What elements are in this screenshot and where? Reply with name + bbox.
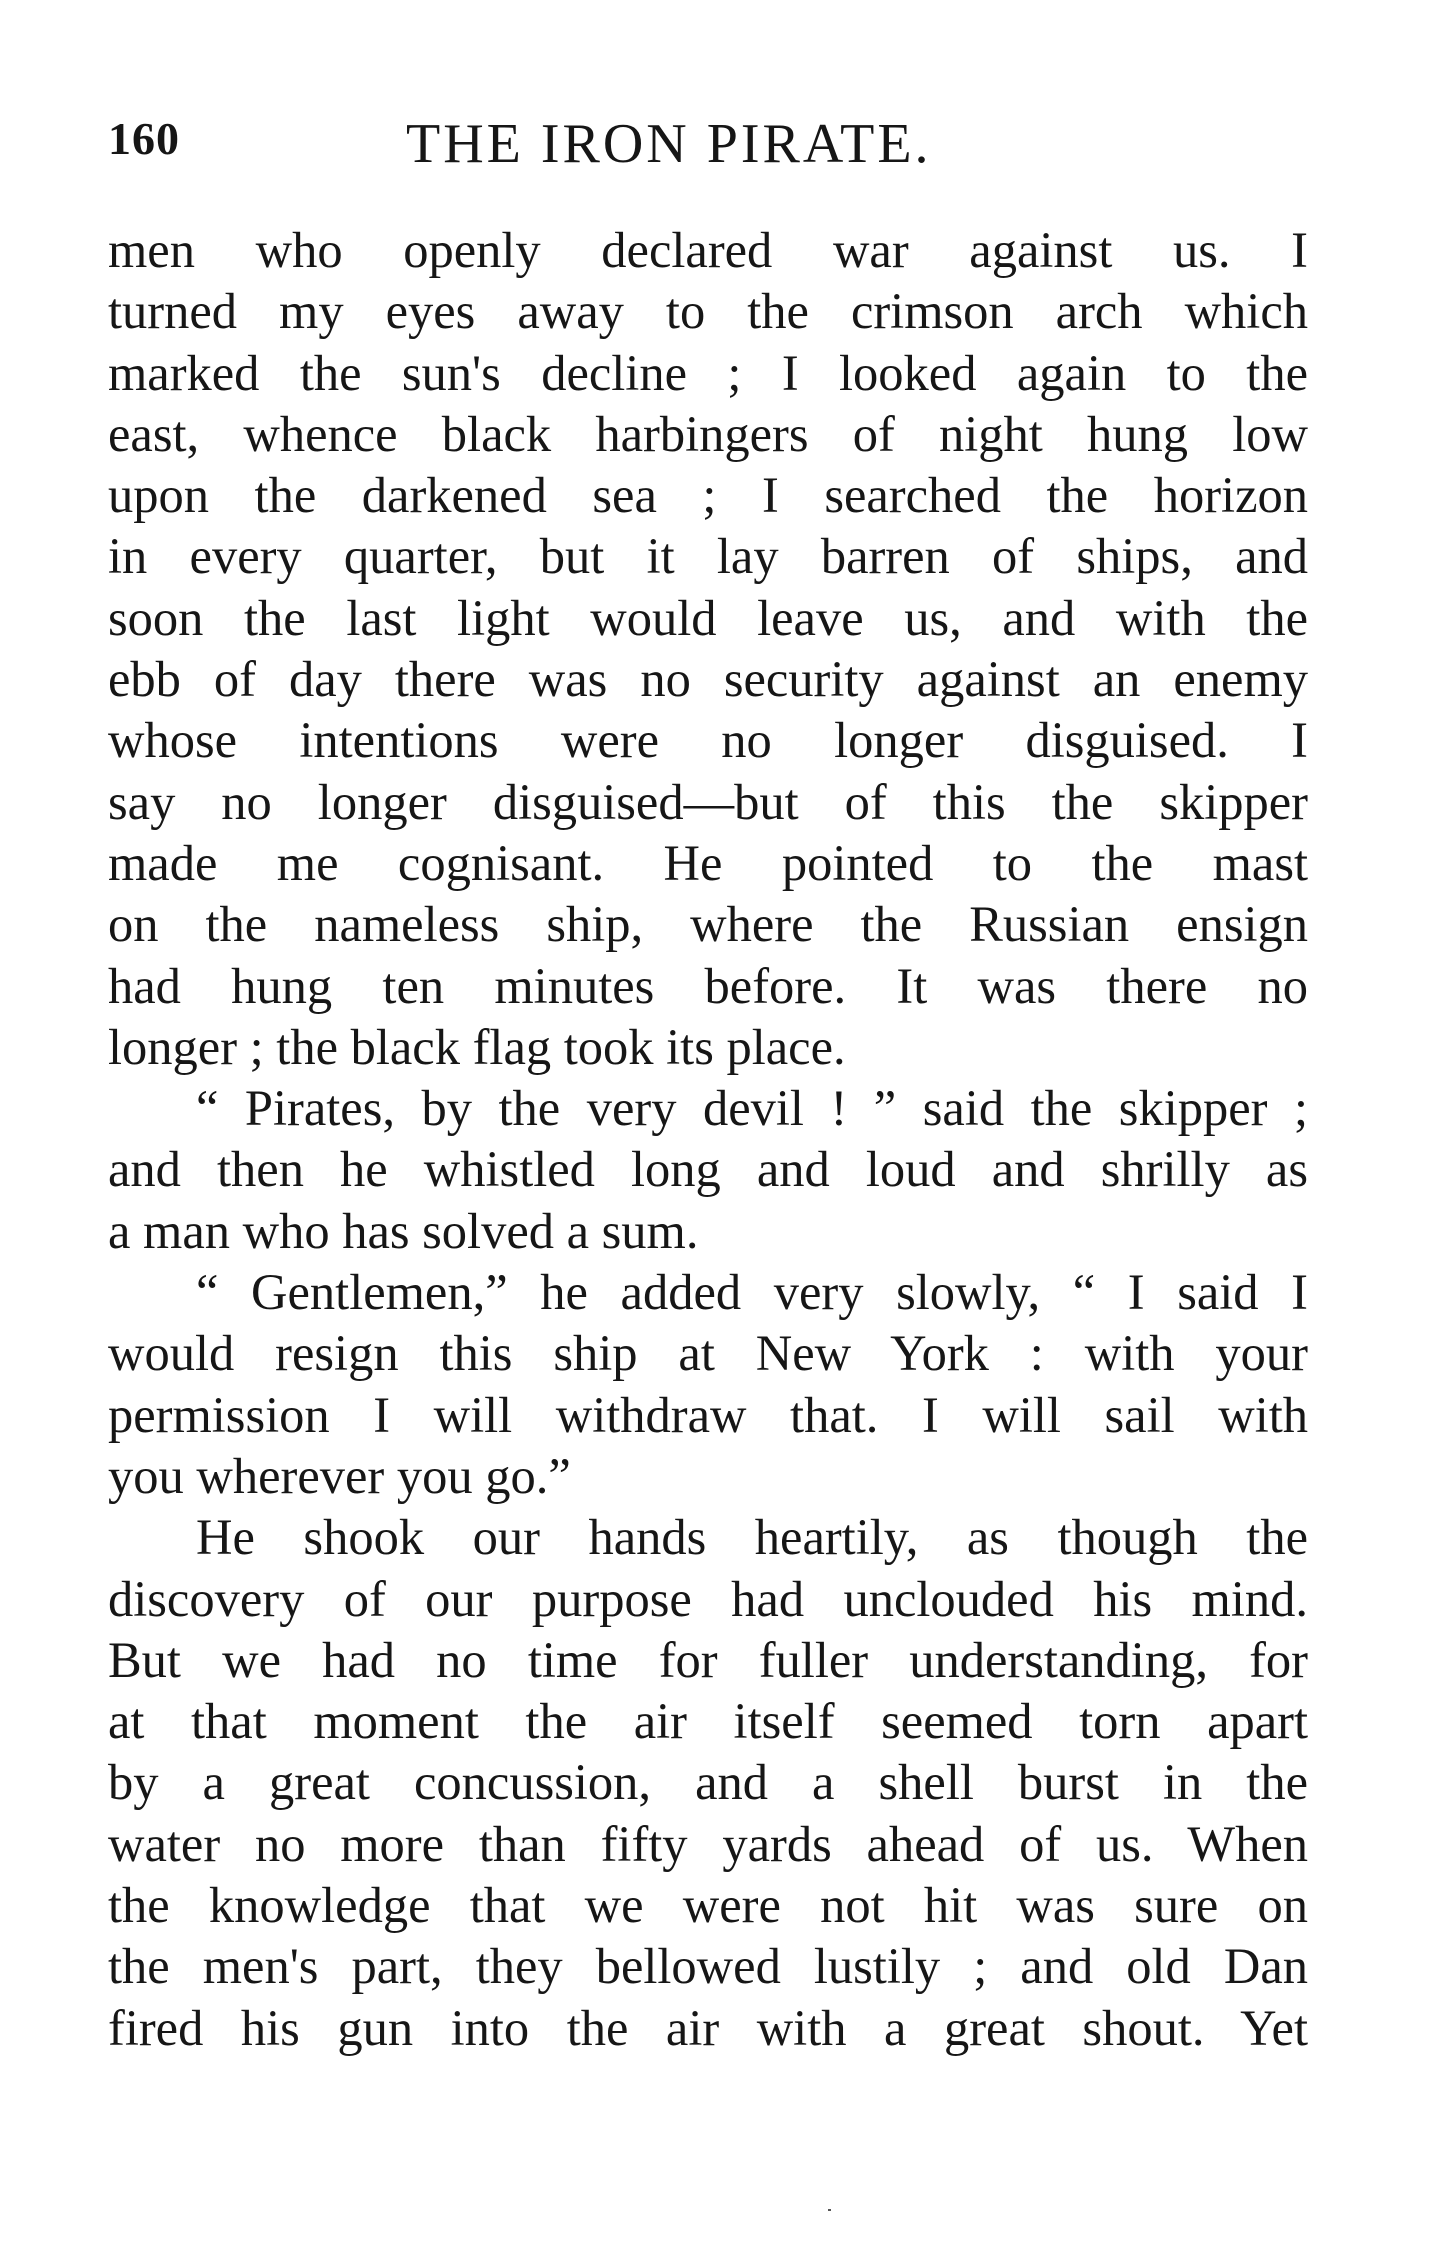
text-line: “ Gentlemen,” he added very slowly, “ I said I	[196, 1264, 1308, 1321]
text-line: soon the last light would leave us, and with the	[108, 589, 1308, 646]
text-line: men who openly declared war against us. I	[108, 222, 1308, 278]
text-line: east, whence black harbingers of night hung low	[108, 405, 1308, 462]
text-line: on the nameless ship, where the Russian ensign	[108, 896, 1308, 953]
text-line: you wherever you go.”	[108, 1447, 571, 1504]
text-line: and then he whistled long and loud and shrilly as	[108, 1141, 1308, 1198]
text-line: But we had no time for fuller understanding, for	[108, 1631, 1308, 1688]
text-line: water no more than fifty yards ahead of us. When	[108, 1815, 1308, 1872]
text-line: had hung ten minutes before. It was there no	[108, 957, 1308, 1014]
text-line: the men's part, they bellowed lustily ; and old Dan	[108, 1938, 1308, 1995]
page-number: 160	[108, 113, 180, 164]
text-line: upon the darkened sea ; I searched the horizon	[108, 467, 1308, 524]
running-head	[108, 112, 1308, 175]
body-text	[108, 220, 1308, 2059]
text-line: discovery of our purpose had unclouded his mind.	[108, 1570, 1308, 1627]
text-line: a man who has solved a sum.	[108, 1202, 699, 1259]
text-line: permission I will withdraw that. I will sail with	[108, 1386, 1308, 1443]
text-line: ebb of day there was no security against an enemy	[108, 651, 1308, 708]
text-line: made me cognisant. He pointed to the mast	[108, 834, 1308, 891]
text-line: He shook our hands heartily, as though the	[196, 1509, 1308, 1566]
text-line: whose intentions were no longer disguised. I	[108, 712, 1308, 769]
text-line: say no longer disguised—but of this the skipper	[108, 773, 1308, 830]
text-line: fired his gun into the air with a great shout. Yet	[108, 1999, 1308, 2056]
paper-speck	[828, 2209, 831, 2211]
text-line: “ Pirates, by the very devil ! ” said the skipper ;	[196, 1080, 1308, 1137]
running-title: THE IRON PIRATE.	[406, 113, 932, 175]
text-line: at that moment the air itself seemed torn apart	[108, 1693, 1308, 1750]
text-line: the knowledge that we were not hit was sure on	[108, 1877, 1308, 1934]
text-line: in every quarter, but it lay barren of ships, and	[108, 528, 1308, 585]
text-line: turned my eyes away to the crimson arch which	[108, 283, 1308, 340]
text-line: marked the sun's decline ; I looked again to the	[108, 344, 1308, 401]
text-line: by a great concussion, and a shell burst in the	[108, 1754, 1308, 1811]
text-line: would resign this ship at New York : with your	[108, 1325, 1308, 1382]
text-line: longer ; the black flag took its place.	[108, 1018, 846, 1075]
